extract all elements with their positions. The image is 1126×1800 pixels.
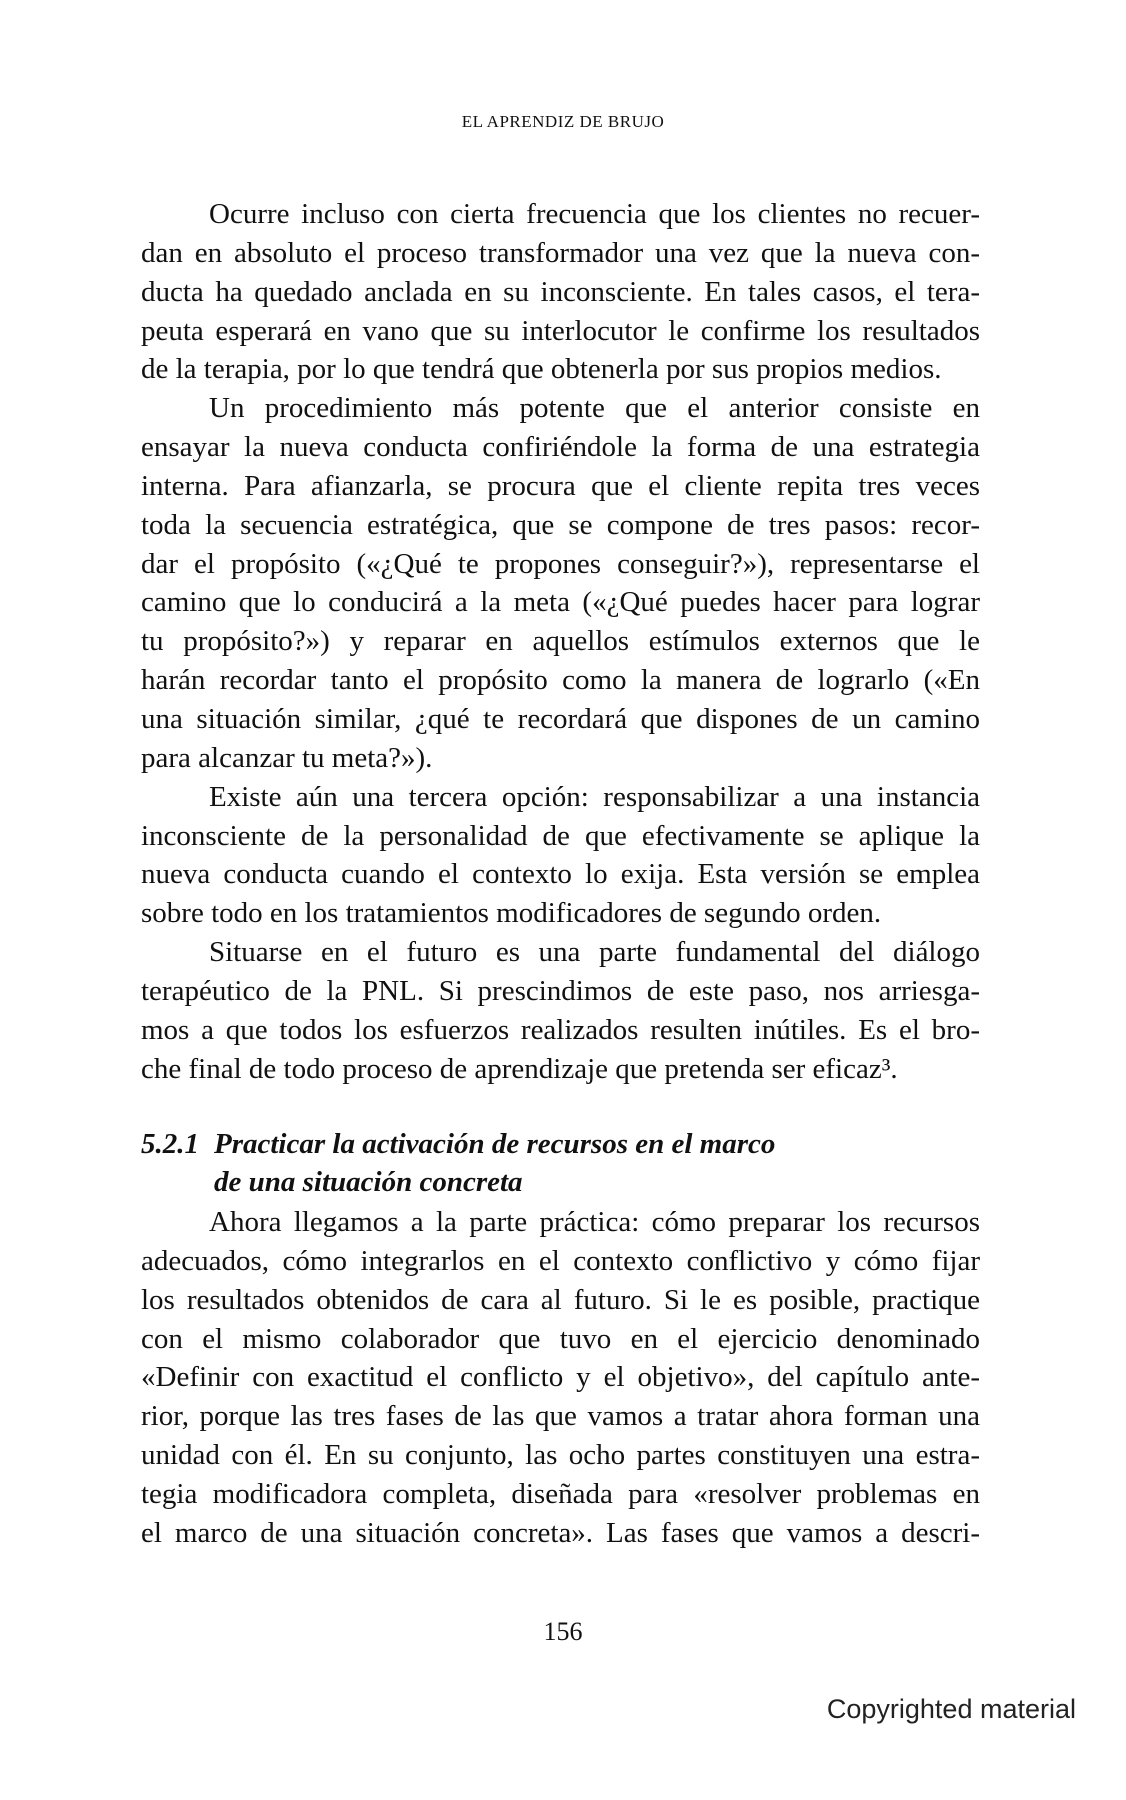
text-line: nueva conducta cuando el contexto lo exija. Esta versión se emplea: [141, 858, 980, 891]
running-header: EL APRENDIZ DE BRUJO: [461, 112, 665, 131]
text-line: camino que lo conducirá a la meta («¿Qué puedes hacer para lograr: [141, 586, 980, 619]
text-line: peuta esperará en vano que su interlocutor le confirme los resultados: [141, 314, 980, 347]
paragraph: [141, 195, 980, 389]
text-line: unidad con él. En su conjunto, las ocho partes constituyen una estra-: [141, 1439, 980, 1472]
text-line: ensayar la nueva conducta confiriéndole la forma de una estrategia: [141, 431, 980, 464]
text-line: una situación similar, ¿qué te recordará que dispones de un camino: [141, 702, 980, 735]
text-line: Ocurre incluso con cierta frecuencia que los clientes no recuer-: [209, 198, 980, 230]
text-line: dar el propósito («¿Qué te propones conseguir?»), representarse el: [141, 547, 980, 580]
section-number: 5.2.1: [141, 1128, 199, 1160]
text-line: para alcanzar tu meta?»).: [141, 741, 433, 774]
text-line: mos a que todos los esfuerzos realizados resulten inútiles. Es el bro-: [141, 1013, 980, 1046]
section-title-2: de una situación concreta: [214, 1166, 523, 1198]
text-line: Ahora llegamos a la parte práctica: cómo preparar los recursos: [209, 1206, 980, 1238]
section-heading-line-1: [141, 1125, 1041, 1163]
text-line: adecuados, cómo integrarlos en el contexto conflictivo y cómo fijar: [141, 1244, 980, 1277]
body-text-lower: [141, 1203, 980, 1553]
paragraph: [141, 389, 980, 777]
text-line: rior, porque las tres fases de las que vamos a tratar ahora forman una: [141, 1400, 980, 1433]
text-line: tegia modificadora completa, diseñada para «resolver problemas en: [141, 1477, 980, 1510]
text-line: interna. Para afianzarla, se procura que el cliente repita tres veces: [141, 469, 980, 502]
text-line: che final de todo proceso de aprendizaje que pretenda ser eficaz³.: [141, 1052, 898, 1085]
section-heading: [141, 1125, 1041, 1201]
page-number: 156: [543, 1617, 583, 1646]
text-line: Situarse en el futuro es una parte fundamental del diálogo: [209, 936, 980, 969]
text-line: de la terapia, por lo que tendrá que obtenerla por sus propios medios.: [141, 353, 942, 386]
text-line: con el mismo colaborador que tuvo en el ejercicio denominado: [141, 1322, 980, 1355]
section-title-1: Practicar la activación de recursos en el marco: [214, 1128, 776, 1160]
text-line: harán recordar tanto el propósito como la manera de lograrlo («En: [141, 664, 980, 697]
copyright-watermark: Copyrighted material: [826, 1694, 1076, 1724]
text-line: ducta ha quedado anclada en su inconsciente. En tales casos, el tera-: [141, 275, 980, 308]
text-line: Existe aún una tercera opción: responsabilizar a una instancia: [209, 780, 980, 813]
paragraph: [141, 1203, 980, 1553]
text-line: terapéutico de la PNL. Si prescindimos de este paso, nos arriesga-: [141, 974, 980, 1007]
text-line: sobre todo en los tratamientos modificadores de segundo orden.: [141, 897, 882, 930]
paragraph: [141, 778, 980, 933]
body-text-upper: [141, 195, 980, 1088]
text-line: los resultados obtenidos de cara al futuro. Si le es posible, practique: [141, 1283, 980, 1316]
text-line: dan en absoluto el proceso transformador una vez que la nueva con-: [141, 236, 980, 269]
text-line: el marco de una situación concreta». Las fases que vamos a descri-: [141, 1516, 980, 1549]
paragraph: [141, 933, 980, 1088]
text-line: «Definir con exactitud el conflicto y el objetivo», del capítulo ante-: [141, 1361, 980, 1394]
text-line: tu propósito?») y reparar en aquellos estímulos externos que le: [141, 625, 980, 658]
text-line: Un procedimiento más potente que el anterior consiste en: [209, 392, 980, 425]
text-line: inconsciente de la personalidad de que efectivamente se aplique la: [141, 819, 980, 852]
text-line: toda la secuencia estratégica, que se compone de tres pasos: recor-: [141, 508, 980, 541]
